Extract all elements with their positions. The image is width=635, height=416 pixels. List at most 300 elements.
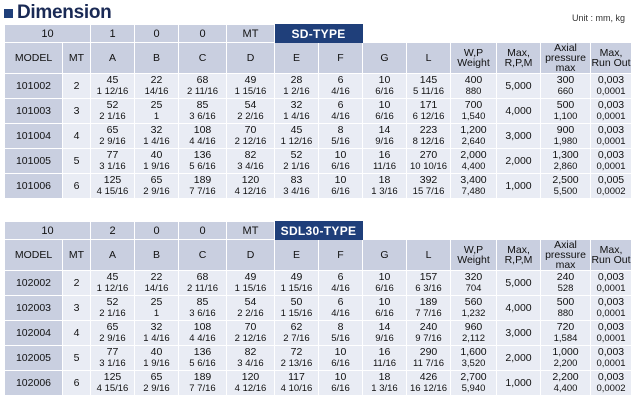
dim-g-cell-imperial: 9/16 xyxy=(375,136,394,147)
dim-b-cell xyxy=(135,321,179,346)
dim-w-cell-imperial: 2,112 xyxy=(461,333,486,344)
dim-a-cell xyxy=(91,321,135,346)
dim-e-cell-imperial: 1 15/16 xyxy=(280,283,313,294)
table-row xyxy=(5,124,632,149)
dim-e-cell xyxy=(275,99,319,124)
column-header: C xyxy=(179,43,227,74)
dim-f-cell xyxy=(319,346,363,371)
dim-l-cell xyxy=(407,74,451,99)
dim-d-cell xyxy=(227,296,275,321)
dim-w-cell-imperial: 5,940 xyxy=(461,383,486,394)
column-header: W,P Weight xyxy=(451,240,497,271)
code-row-spacer xyxy=(363,25,632,43)
dim-c-cell xyxy=(179,174,227,199)
dim-w-cell xyxy=(451,74,497,99)
run-out-cell-imperial: 0,0001 xyxy=(596,161,626,172)
dim-c-cell-metric: 136 xyxy=(193,346,212,358)
run-out-cell xyxy=(591,74,632,99)
dim-d-cell xyxy=(227,321,275,346)
dim-g-cell-metric: 14 xyxy=(378,124,391,136)
dim-e-cell-metric: 62 xyxy=(290,321,303,333)
mt-cell: 6 xyxy=(63,174,91,199)
dim-g-cell-imperial: 6/16 xyxy=(375,283,394,294)
mt-cell: 2 xyxy=(63,271,91,296)
page-title: Dimension xyxy=(17,2,112,23)
dim-g-cell xyxy=(363,271,407,296)
dim-d-cell xyxy=(227,99,275,124)
dim-e-cell-metric: 50 xyxy=(290,296,303,308)
run-out-cell-imperial: 0,0001 xyxy=(596,136,626,147)
dim-a-cell-metric: 65 xyxy=(106,321,119,333)
code-digit: 0 xyxy=(135,222,179,240)
dim-f-cell-imperial: 6/16 xyxy=(331,383,350,394)
dim-d-cell xyxy=(227,371,275,396)
dim-a-cell-imperial: 3 1/16 xyxy=(99,161,126,172)
dim-a-cell-metric: 52 xyxy=(106,296,119,308)
dim-b-cell xyxy=(135,74,179,99)
max-rpm-cell: 4,000 xyxy=(497,99,541,124)
dim-c-cell-metric: 108 xyxy=(193,321,212,333)
max-rpm-cell: 5,000 xyxy=(497,74,541,99)
dim-e-cell-imperial: 3 4/16 xyxy=(283,186,310,197)
model-cell: 102003 xyxy=(5,296,63,321)
dim-g-cell-metric: 16 xyxy=(378,149,391,161)
dim-d-cell xyxy=(227,74,275,99)
run-out-cell-metric: 0,003 xyxy=(597,371,625,383)
max-rpm-cell: 1,000 xyxy=(497,371,541,396)
run-out-cell-imperial: 0,0001 xyxy=(596,333,626,344)
column-header: L xyxy=(407,43,451,74)
dim-d-cell-imperial: 2 12/16 xyxy=(234,136,267,147)
run-out-cell xyxy=(591,346,632,371)
dim-g-cell xyxy=(363,174,407,199)
dim-l-cell-imperial: 11 7/16 xyxy=(413,358,444,369)
dim-f-cell xyxy=(319,321,363,346)
mt-cell: 3 xyxy=(63,296,91,321)
mt-cell: 6 xyxy=(63,371,91,396)
dim-f-cell-imperial: 6/16 xyxy=(331,358,350,369)
column-header: Max, Run Out xyxy=(591,43,632,74)
dim-e-cell xyxy=(275,346,319,371)
run-out-cell-metric: 0,003 xyxy=(597,296,625,308)
dim-b-cell xyxy=(135,271,179,296)
model-cell: 102004 xyxy=(5,321,63,346)
sd-type-table xyxy=(4,24,632,199)
dim-l-cell-metric: 223 xyxy=(419,124,438,136)
dim-e-cell-metric: 117 xyxy=(288,371,305,383)
dim-c-cell-imperial: 2 11/16 xyxy=(187,86,218,97)
max-rpm-cell: 2,000 xyxy=(497,346,541,371)
dim-w-cell-metric: 1,600 xyxy=(460,346,487,358)
dim-w-cell-metric: 2,700 xyxy=(460,371,487,383)
dim-a-cell-metric: 77 xyxy=(106,149,119,161)
model-code-row xyxy=(5,222,632,240)
axial-pressure-cell-imperial: 4,400 xyxy=(553,383,578,394)
dim-l-cell xyxy=(407,346,451,371)
dim-g-cell xyxy=(363,74,407,99)
dim-l-cell-imperial: 16 12/16 xyxy=(410,383,447,394)
model-cell: 102006 xyxy=(5,371,63,396)
type-label: SD-TYPE xyxy=(275,25,363,43)
dim-l-cell-imperial: 8 12/16 xyxy=(412,136,445,147)
dim-c-cell xyxy=(179,371,227,396)
dim-c-cell xyxy=(179,124,227,149)
dim-b-cell xyxy=(135,174,179,199)
dim-f-cell-imperial: 4/16 xyxy=(331,86,350,97)
dim-d-cell-metric: 54 xyxy=(244,296,257,308)
dim-e-cell-metric: 45 xyxy=(290,124,303,136)
dim-f-cell-imperial: 5/16 xyxy=(331,333,350,344)
dim-f-cell-imperial: 6/16 xyxy=(331,186,350,197)
dim-a-cell-imperial: 1 12/16 xyxy=(96,86,129,97)
column-header: A xyxy=(91,43,135,74)
dim-g-cell-metric: 10 xyxy=(378,271,391,283)
dim-w-cell xyxy=(451,99,497,124)
title-bar xyxy=(4,2,111,24)
dim-c-cell-imperial: 3 6/16 xyxy=(189,308,216,319)
run-out-cell xyxy=(591,124,632,149)
dim-e-cell-imperial: 2 1/16 xyxy=(283,161,310,172)
dim-w-cell-imperial: 4,400 xyxy=(461,161,486,172)
model-code-row xyxy=(5,25,632,43)
dim-f-cell-metric: 6 xyxy=(337,74,344,86)
run-out-cell xyxy=(591,174,632,199)
header-row xyxy=(5,240,632,271)
dim-f-cell-metric: 8 xyxy=(337,321,344,333)
dim-f-cell-metric: 6 xyxy=(337,271,344,283)
dim-w-cell-metric: 2,000 xyxy=(460,149,487,161)
run-out-cell-imperial: 0,0001 xyxy=(596,283,626,294)
dim-c-cell-metric: 68 xyxy=(196,271,209,283)
dim-d-cell-imperial: 2 2/16 xyxy=(237,308,264,319)
dim-l-cell xyxy=(407,149,451,174)
code-digit: MT xyxy=(227,25,275,43)
dim-l-cell-metric: 270 xyxy=(419,149,438,161)
dim-g-cell-imperial: 11/16 xyxy=(372,358,397,369)
dim-b-cell xyxy=(135,346,179,371)
dim-c-cell-metric: 136 xyxy=(193,149,212,161)
dim-c-cell-imperial: 4 4/16 xyxy=(189,333,216,344)
dim-f-cell-metric: 6 xyxy=(337,296,344,308)
dim-w-cell xyxy=(451,371,497,396)
dim-w-cell xyxy=(451,124,497,149)
dim-g-cell-metric: 10 xyxy=(378,74,391,86)
axial-pressure-cell-metric: 2,200 xyxy=(552,371,579,383)
dim-d-cell-metric: 49 xyxy=(244,271,257,283)
column-header: D xyxy=(227,43,275,74)
dim-b-cell-imperial: 1 9/16 xyxy=(143,358,170,369)
dim-d-cell-metric: 70 xyxy=(244,124,257,136)
dim-a-cell-metric: 45 xyxy=(106,74,119,86)
dim-a-cell-imperial: 4 15/16 xyxy=(96,186,129,197)
dim-d-cell-imperial: 2 12/16 xyxy=(234,333,267,344)
dim-d-cell xyxy=(227,149,275,174)
dim-a-cell xyxy=(91,74,135,99)
dim-w-cell-imperial: 880 xyxy=(465,86,482,97)
dim-l-cell-metric: 189 xyxy=(419,296,438,308)
column-header: E xyxy=(275,240,319,271)
dim-g-cell xyxy=(363,321,407,346)
column-header: Max, R,P,M xyxy=(497,240,541,271)
dim-a-cell-metric: 52 xyxy=(106,99,119,111)
dim-l-cell-metric: 290 xyxy=(419,346,438,358)
dim-l-cell xyxy=(407,174,451,199)
dim-a-cell xyxy=(91,346,135,371)
dim-b-cell-imperial: 1 4/16 xyxy=(143,333,170,344)
dim-g-cell-imperial: 9/16 xyxy=(375,333,394,344)
table-row xyxy=(5,149,632,174)
axial-pressure-cell-metric: 500 xyxy=(556,99,575,111)
run-out-cell xyxy=(591,99,632,124)
column-header: F xyxy=(319,240,363,271)
code-digit: 2 xyxy=(91,222,135,240)
model-cell: 101006 xyxy=(5,174,63,199)
dim-g-cell-metric: 14 xyxy=(378,321,391,333)
dim-b-cell-metric: 22 xyxy=(150,271,163,283)
dim-f-cell xyxy=(319,371,363,396)
dim-b-cell-metric: 32 xyxy=(150,124,163,136)
dim-a-cell-imperial: 2 1/16 xyxy=(99,111,126,122)
run-out-cell-imperial: 0,0001 xyxy=(596,308,626,319)
dim-w-cell-metric: 400 xyxy=(464,74,483,86)
dim-w-cell-metric: 960 xyxy=(464,321,483,333)
mt-cell: 2 xyxy=(63,74,91,99)
dim-d-cell-metric: 54 xyxy=(244,99,257,111)
title-bullet-icon xyxy=(4,9,13,18)
column-header: Max, R,P,M xyxy=(497,43,541,74)
dim-f-cell-metric: 10 xyxy=(334,174,347,186)
dim-a-cell xyxy=(91,371,135,396)
dim-f-cell-metric: 10 xyxy=(334,371,347,383)
dim-g-cell-imperial: 11/16 xyxy=(372,161,397,172)
dim-w-cell-imperial: 2,640 xyxy=(461,136,486,147)
code-digit: 10 xyxy=(5,25,91,43)
dim-l-cell-metric: 171 xyxy=(419,99,438,111)
dim-e-cell xyxy=(275,371,319,396)
dim-l-cell xyxy=(407,99,451,124)
dim-d-cell-metric: 82 xyxy=(244,149,257,161)
dim-d-cell-metric: 82 xyxy=(244,346,257,358)
dim-w-cell-metric: 3,400 xyxy=(460,174,487,186)
dim-d-cell-metric: 120 xyxy=(241,371,260,383)
dim-w-cell xyxy=(451,296,497,321)
dim-l-cell xyxy=(407,321,451,346)
axial-pressure-cell-imperial: 880 xyxy=(557,308,574,319)
sdl30-type-table xyxy=(4,221,632,396)
dim-b-cell-imperial: 1 4/16 xyxy=(143,136,170,147)
dim-a-cell-metric: 77 xyxy=(106,346,119,358)
dim-b-cell xyxy=(135,99,179,124)
dim-d-cell xyxy=(227,174,275,199)
dim-w-cell-imperial: 3,520 xyxy=(461,358,486,369)
model-cell: 101002 xyxy=(5,74,63,99)
run-out-cell-metric: 0,005 xyxy=(597,174,625,186)
dim-w-cell xyxy=(451,346,497,371)
axial-pressure-cell xyxy=(541,321,591,346)
dim-b-cell-imperial: 2 9/16 xyxy=(143,383,170,394)
dim-l-cell-metric: 240 xyxy=(419,321,438,333)
table-row xyxy=(5,321,632,346)
dim-e-cell-imperial: 2 13/16 xyxy=(280,358,313,369)
header-row xyxy=(5,43,632,74)
mt-cell: 5 xyxy=(63,346,91,371)
max-rpm-cell: 2,000 xyxy=(497,149,541,174)
code-digit: MT xyxy=(227,222,275,240)
dim-e-cell-imperial: 4 10/16 xyxy=(280,383,313,394)
axial-pressure-cell xyxy=(541,371,591,396)
column-header: L xyxy=(407,240,451,271)
run-out-cell-imperial: 0,0001 xyxy=(596,86,626,97)
dim-d-cell xyxy=(227,346,275,371)
dim-f-cell-imperial: 5/16 xyxy=(331,136,350,147)
dim-d-cell-metric: 49 xyxy=(244,74,257,86)
column-header: Max, Run Out xyxy=(591,240,632,271)
dim-b-cell-imperial: 1 xyxy=(153,308,160,319)
column-header: MT xyxy=(63,240,91,271)
axial-pressure-cell-imperial: 2,200 xyxy=(553,358,578,369)
dim-e-cell-imperial: 1 12/16 xyxy=(280,136,313,147)
axial-pressure-cell xyxy=(541,271,591,296)
dim-c-cell-metric: 85 xyxy=(196,296,209,308)
dim-a-cell-metric: 125 xyxy=(103,371,122,383)
axial-pressure-cell-metric: 900 xyxy=(556,124,575,136)
column-header: W,P Weight xyxy=(451,43,497,74)
run-out-cell-metric: 0,003 xyxy=(597,149,625,161)
column-header: C xyxy=(179,240,227,271)
dim-g-cell-metric: 10 xyxy=(378,99,391,111)
dim-b-cell-metric: 25 xyxy=(150,296,163,308)
dim-w-cell-metric: 1,200 xyxy=(460,124,487,136)
dim-g-cell-imperial: 1 3/16 xyxy=(371,186,398,197)
dim-e-cell xyxy=(275,74,319,99)
dim-e-cell-metric: 83 xyxy=(290,174,303,186)
run-out-cell-metric: 0,003 xyxy=(597,321,625,333)
table-row xyxy=(5,346,632,371)
dim-f-cell-metric: 6 xyxy=(337,99,344,111)
run-out-cell xyxy=(591,149,632,174)
column-header: B xyxy=(135,240,179,271)
dim-b-cell-imperial: 2 9/16 xyxy=(143,186,170,197)
axial-pressure-cell xyxy=(541,99,591,124)
table-row xyxy=(5,271,632,296)
dim-w-cell xyxy=(451,321,497,346)
run-out-cell xyxy=(591,321,632,346)
dim-f-cell xyxy=(319,149,363,174)
dim-e-cell xyxy=(275,296,319,321)
column-header: MT xyxy=(63,43,91,74)
model-cell: 102005 xyxy=(5,346,63,371)
column-header: Axial pressure max xyxy=(541,43,591,74)
dim-d-cell-imperial: 4 12/16 xyxy=(234,383,267,394)
dim-b-cell-imperial: 1 xyxy=(153,111,160,122)
dim-b-cell-metric: 65 xyxy=(150,371,163,383)
dim-f-cell-metric: 8 xyxy=(337,124,344,136)
run-out-cell-imperial: 0,0001 xyxy=(596,111,626,122)
dim-g-cell-imperial: 6/16 xyxy=(375,111,394,122)
dim-e-cell-metric: 28 xyxy=(290,74,303,86)
axial-pressure-cell-imperial: 1,980 xyxy=(553,136,578,147)
mt-cell: 3 xyxy=(63,99,91,124)
dim-g-cell xyxy=(363,371,407,396)
dim-l-cell-imperial: 9 7/16 xyxy=(415,333,442,344)
max-rpm-cell: 3,000 xyxy=(497,124,541,149)
dim-a-cell-metric: 65 xyxy=(106,124,119,136)
dim-l-cell-metric: 426 xyxy=(419,371,438,383)
dim-a-cell xyxy=(91,149,135,174)
dim-l-cell-metric: 145 xyxy=(419,74,438,86)
dim-w-cell xyxy=(451,149,497,174)
dim-b-cell-metric: 65 xyxy=(150,174,163,186)
dim-b-cell-metric: 22 xyxy=(150,74,163,86)
dim-b-cell xyxy=(135,296,179,321)
dim-c-cell xyxy=(179,74,227,99)
dim-e-cell xyxy=(275,124,319,149)
dim-w-cell-metric: 700 xyxy=(464,99,483,111)
dim-b-cell xyxy=(135,371,179,396)
max-rpm-cell: 4,000 xyxy=(497,296,541,321)
dim-c-cell-imperial: 2 11/16 xyxy=(187,283,218,294)
code-digit: 1 xyxy=(91,25,135,43)
dim-c-cell-metric: 85 xyxy=(196,99,209,111)
dim-l-cell-imperial: 15 7/16 xyxy=(412,186,445,197)
dim-a-cell-imperial: 2 9/16 xyxy=(99,136,126,147)
dim-d-cell-imperial: 2 2/16 xyxy=(237,111,264,122)
dim-a-cell-imperial: 1 12/16 xyxy=(96,283,129,294)
dim-c-cell xyxy=(179,296,227,321)
dim-g-cell xyxy=(363,346,407,371)
dim-d-cell-imperial: 1 15/16 xyxy=(234,283,267,294)
dim-e-cell-imperial: 2 7/16 xyxy=(283,333,310,344)
dim-g-cell-imperial: 6/16 xyxy=(375,308,394,319)
dim-a-cell-metric: 45 xyxy=(106,271,119,283)
dim-f-cell-metric: 10 xyxy=(334,346,347,358)
dim-l-cell-imperial: 6 3/16 xyxy=(415,283,442,294)
dim-c-cell-metric: 108 xyxy=(193,124,212,136)
dim-b-cell-metric: 25 xyxy=(150,99,163,111)
column-header: G xyxy=(363,43,407,74)
dim-f-cell-imperial: 4/16 xyxy=(331,283,350,294)
code-digit: 0 xyxy=(179,25,227,43)
dim-w-cell-metric: 320 xyxy=(464,271,483,283)
dim-f-cell xyxy=(319,296,363,321)
dim-d-cell xyxy=(227,124,275,149)
axial-pressure-cell-imperial: 660 xyxy=(557,86,574,97)
dim-b-cell-imperial: 14/16 xyxy=(144,86,169,97)
table-row xyxy=(5,296,632,321)
dim-b-cell xyxy=(135,149,179,174)
unit-metric: Unit : mm, kg xyxy=(571,13,625,23)
dim-a-cell xyxy=(91,124,135,149)
axial-pressure-cell-metric: 2,500 xyxy=(552,174,579,186)
axial-pressure-cell-imperial: 5,500 xyxy=(553,186,578,197)
run-out-cell xyxy=(591,296,632,321)
axial-pressure-cell xyxy=(541,124,591,149)
run-out-cell-metric: 0,003 xyxy=(597,99,625,111)
column-header: MODEL xyxy=(5,43,63,74)
dim-a-cell-imperial: 2 9/16 xyxy=(99,333,126,344)
axial-pressure-cell xyxy=(541,149,591,174)
dim-c-cell-imperial: 7 7/16 xyxy=(189,383,216,394)
dim-d-cell-imperial: 4 12/16 xyxy=(234,186,267,197)
dim-f-cell-imperial: 4/16 xyxy=(331,111,350,122)
dim-d-cell-imperial: 1 15/16 xyxy=(234,86,267,97)
dim-w-cell-metric: 560 xyxy=(464,296,483,308)
dim-a-cell-imperial: 4 15/16 xyxy=(96,383,129,394)
dim-c-cell xyxy=(179,149,227,174)
run-out-cell-metric: 0,003 xyxy=(597,124,625,136)
dim-w-cell-imperial: 1,232 xyxy=(461,308,486,319)
dim-g-cell xyxy=(363,149,407,174)
